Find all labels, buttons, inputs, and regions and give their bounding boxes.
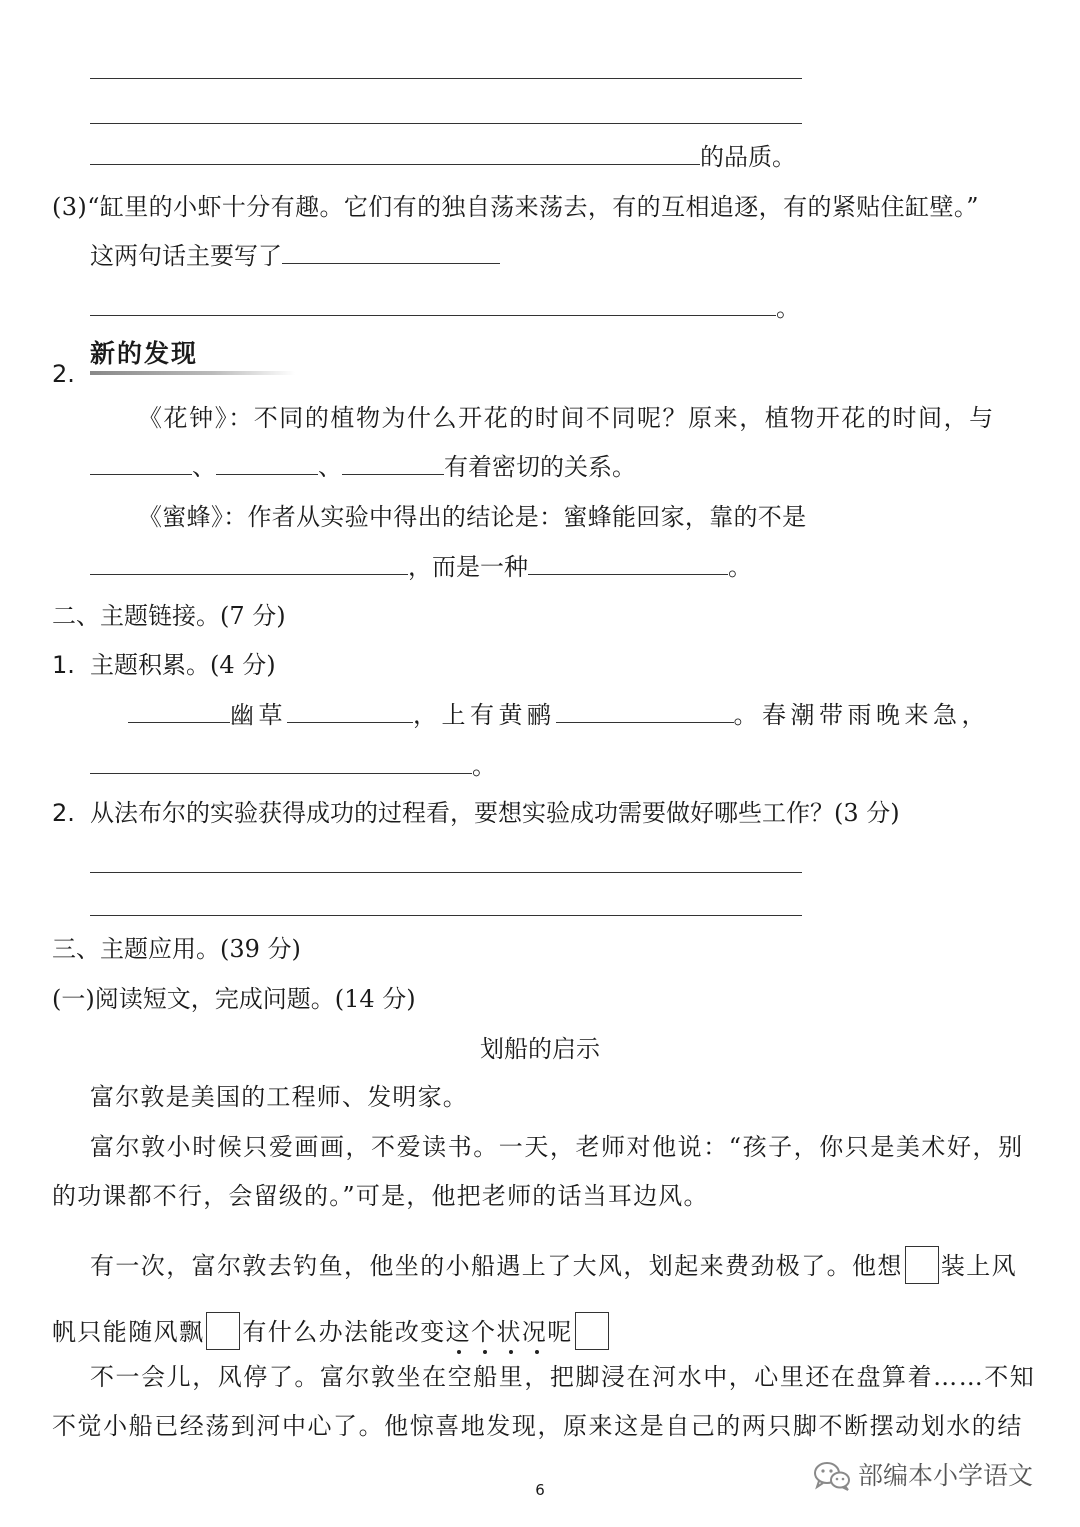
p3-text-2a: 帆只能随风飘 bbox=[52, 1318, 205, 1346]
poem-a: 幽草 bbox=[230, 701, 287, 729]
punctuation-box-3[interactable] bbox=[575, 1312, 609, 1350]
section2-number: 2. bbox=[52, 360, 75, 388]
emphasis-dotted-phrase: 这个状况 bbox=[446, 1318, 548, 1346]
answer-line-2[interactable] bbox=[90, 123, 802, 124]
poem-blank-4[interactable] bbox=[90, 753, 472, 774]
part2-q2-line bbox=[52, 797, 900, 829]
part2-heading: 二、主题链接。(7 分) bbox=[52, 602, 286, 630]
mifeng-blank-1[interactable] bbox=[90, 554, 408, 575]
huazhong-suffix: 有着密切的关系。 bbox=[444, 453, 636, 481]
part2-q1-line bbox=[52, 649, 276, 681]
q3-prompt: 这两句话主要写了 bbox=[90, 242, 282, 270]
passage-p1: 富尔敦是美国的工程师、发明家。 bbox=[90, 1083, 468, 1111]
q3-end: 。 bbox=[776, 294, 800, 322]
huazhong-line-1: 《花钟》：不同的植物为什么开花的时间不同呢？原来，植物开花的时间，与 bbox=[138, 404, 995, 432]
answer-line-3-row bbox=[90, 141, 796, 173]
q3-label: (3) bbox=[52, 193, 88, 221]
part2-q1-text: 主题积累。(4 分) bbox=[90, 651, 276, 679]
huazhong-blank-1[interactable] bbox=[90, 454, 192, 475]
q2-answer-line-2[interactable] bbox=[90, 915, 802, 916]
section2-title: 新的发现 bbox=[90, 339, 199, 368]
poem-blank-2[interactable] bbox=[287, 702, 413, 723]
poem-end: 。 bbox=[472, 752, 496, 780]
punctuation-box-1[interactable] bbox=[905, 1246, 939, 1284]
part3-heading: 三、主题应用。(39 分) bbox=[52, 935, 301, 963]
huazhong-sep-2: 、 bbox=[318, 453, 342, 481]
punctuation-box-2[interactable] bbox=[206, 1312, 240, 1350]
q2-answer-line-1[interactable] bbox=[90, 872, 802, 873]
huazhong-blank-2[interactable] bbox=[216, 454, 318, 475]
section2-title-underbar bbox=[90, 371, 295, 375]
passage-p3-line2 bbox=[52, 1312, 611, 1350]
p3-text-1b: 装上风 bbox=[940, 1252, 1018, 1280]
mifeng-blank-2[interactable] bbox=[528, 554, 728, 575]
poem-c: 。春潮带雨晚来急， bbox=[733, 701, 990, 729]
q3-blank-2[interactable] bbox=[90, 295, 776, 316]
passage-p2-line2: 的功课都不行，会留级的。”可是，他把老师的话当耳边风。 bbox=[52, 1182, 709, 1210]
mifeng-mid: ，而是一种 bbox=[408, 553, 528, 581]
mifeng-end: 。 bbox=[728, 553, 752, 581]
p3-text-2b: 有什么办法能改变 bbox=[242, 1318, 446, 1346]
p3-text-2c: 呢 bbox=[547, 1318, 573, 1346]
poem-blank-1[interactable] bbox=[128, 702, 230, 723]
part2-q1-label: 1. bbox=[52, 651, 75, 679]
q3-quote: “缸里的小虾十分有趣。它们有的独自荡来荡去，有的互相追逐，有的紧贴住缸壁。” bbox=[87, 193, 979, 221]
poem-b: ，上有黄鹂 bbox=[413, 701, 556, 729]
part3-sub1: (一)阅读短文，完成问题。(14 分) bbox=[52, 985, 416, 1013]
answer-blank[interactable] bbox=[90, 144, 700, 165]
page-number: 6 bbox=[535, 1481, 545, 1499]
part2-q2-text: 从法布尔的实验获得成功的过程看，要想实验成功需要做好哪些工作？(3 分) bbox=[90, 799, 900, 827]
mifeng-line-2 bbox=[90, 551, 752, 583]
poem-blank-3[interactable] bbox=[556, 702, 734, 723]
part2-q2-label: 2. bbox=[52, 799, 75, 827]
watermark-text: 部编本小学语文 bbox=[858, 1461, 1034, 1490]
poem-line-1 bbox=[128, 699, 990, 731]
passage-p4-line1: 不一会儿，风停了。富尔敦坐在空船里，把脚浸在河水中，心里还在盘算着……不知 bbox=[90, 1363, 1036, 1391]
answer-line-1[interactable] bbox=[90, 78, 802, 79]
quality-suffix: 的品质。 bbox=[700, 143, 796, 171]
mifeng-line-1: 《蜜蜂》：作者从实验中得出的结论是：蜜蜂能回家，靠的不是 bbox=[138, 503, 807, 531]
passage-p4-line2: 不觉小船已经荡到河中心了。他惊喜地发现，原来这是自己的两只脚不断摆动划水的结 bbox=[52, 1412, 1023, 1440]
q3-quote-line bbox=[52, 191, 979, 223]
huazhong-sep-1: 、 bbox=[192, 453, 216, 481]
q3-prompt-line bbox=[90, 240, 500, 272]
passage-title: 划船的启示 bbox=[480, 1035, 600, 1063]
huazhong-blank-3[interactable] bbox=[342, 454, 444, 475]
passage-p2-line1: 富尔敦小时候只爱画画，不爱读书。一天，老师对他说：“孩子，你只是美术好，别 bbox=[90, 1133, 1024, 1161]
q3-answer-line bbox=[90, 292, 800, 324]
q3-blank-1[interactable] bbox=[282, 243, 500, 264]
p3-text-1a: 有一次，富尔敦去钓鱼，他坐的小船遇上了大风，划起来费劲极了。他想 bbox=[90, 1252, 903, 1280]
passage-p3-line1 bbox=[90, 1246, 1017, 1284]
huazhong-line-2 bbox=[90, 451, 636, 483]
wechat-icon bbox=[812, 1460, 852, 1492]
poem-line-2 bbox=[90, 750, 496, 782]
